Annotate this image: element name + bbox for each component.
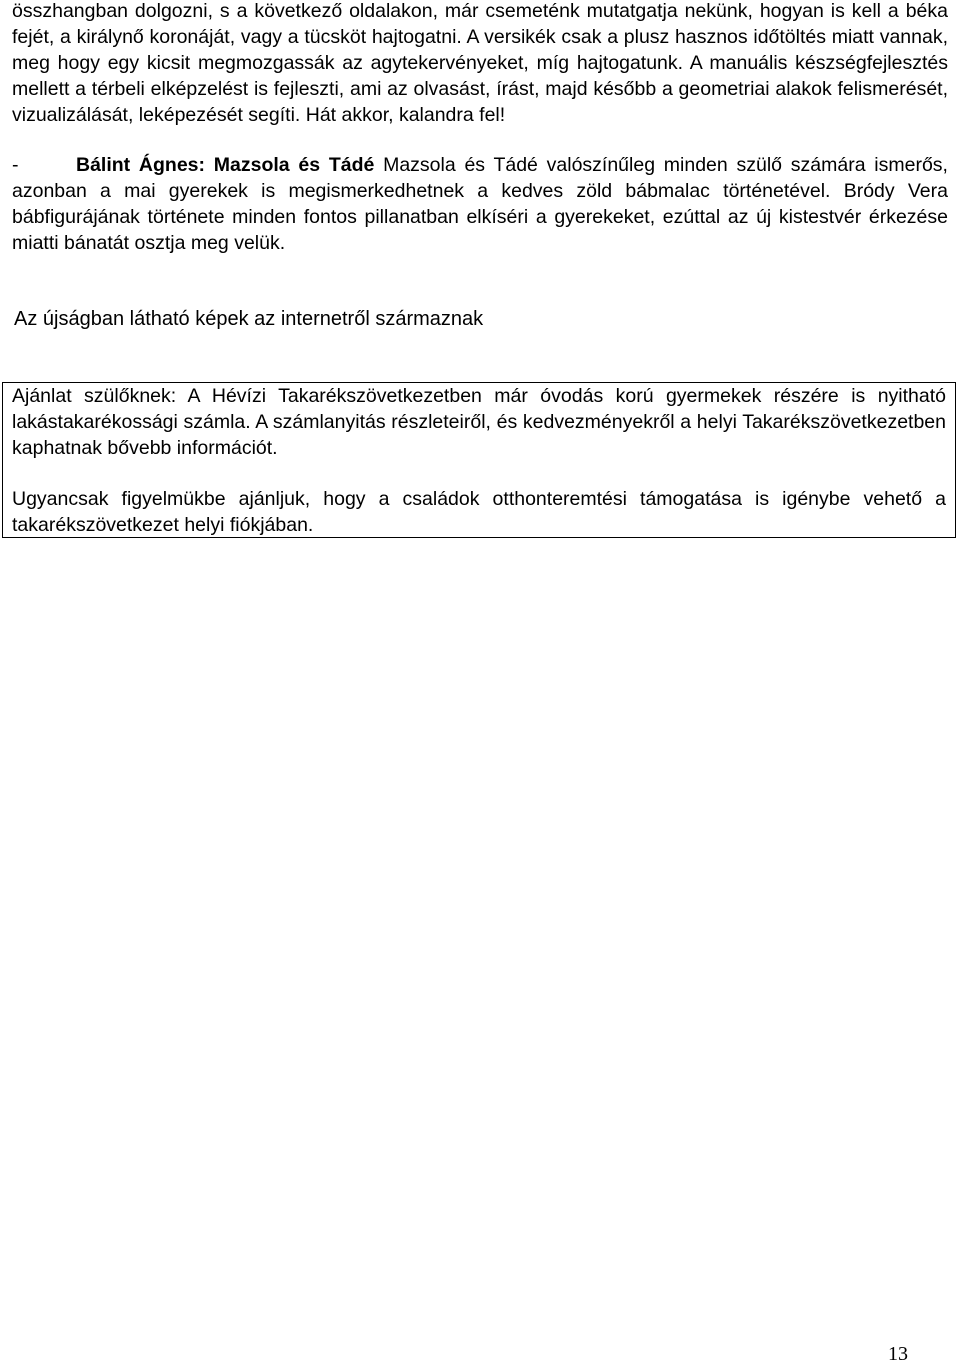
image-source-note: Az újságban látható képek az internetről származnak <box>14 308 484 330</box>
list-dash: - <box>12 154 19 176</box>
book-recommendation-paragraph <box>12 152 948 256</box>
page-number: 13 <box>888 1343 908 1365</box>
support-paragraph: Ugyancsak figyelmükbe ajánljuk, hogy a családok otthonteremtési támogatása is igénybe vehető a takarékszövetkezet helyi fiókjában. <box>12 488 946 536</box>
book-title: Bálint Ágnes: Mazsola és Tádé <box>76 154 375 176</box>
savings-offer-box <box>2 382 956 538</box>
article-paragraph: összhangban dolgozni, s a következő oldalakon, már csemeténk mutatgatja nekünk, hogyan is kell a béka fejét, a királynő koronáját, vagy a tücsköt hajtogatni. A versikék csak a plusz hasznos időtöltés miatt vannak, meg hogy egy kicsit megmozgassák az agytekervényeket, míg hajtogatunk. A manuális készségfejlesztés mellett a térbeli elképzelést is fejleszti, ami az olvasást, írást, majd később a geometriai alakok felismerését, vizualizálását, leképezését segíti. Hát akkor, kalandra fel! <box>12 0 948 126</box>
offer-paragraph: Ajánlat szülőknek: A Hévízi Takarékszövetkezetben már óvodás korú gyermekek részére is nyitható lakástakarékossági számla. A számlanyitás részleteiről, és kedvezményekről a helyi Takarékszövetkezetben kaphatnak bővebb információt. <box>12 385 946 459</box>
book-description: Mazsola és Tádé valószínűleg minden szülő számára ismerős, azonban a mai gyerekek is megismerkedhetnek a kedves zöld bábmalac történetével. Bródy Vera bábfigurájának története minden fontos pillanatban elkíséri a gyerekeket, ezúttal az új kistestvér érkezése miatti bánatát osztja meg velük. <box>12 154 948 254</box>
